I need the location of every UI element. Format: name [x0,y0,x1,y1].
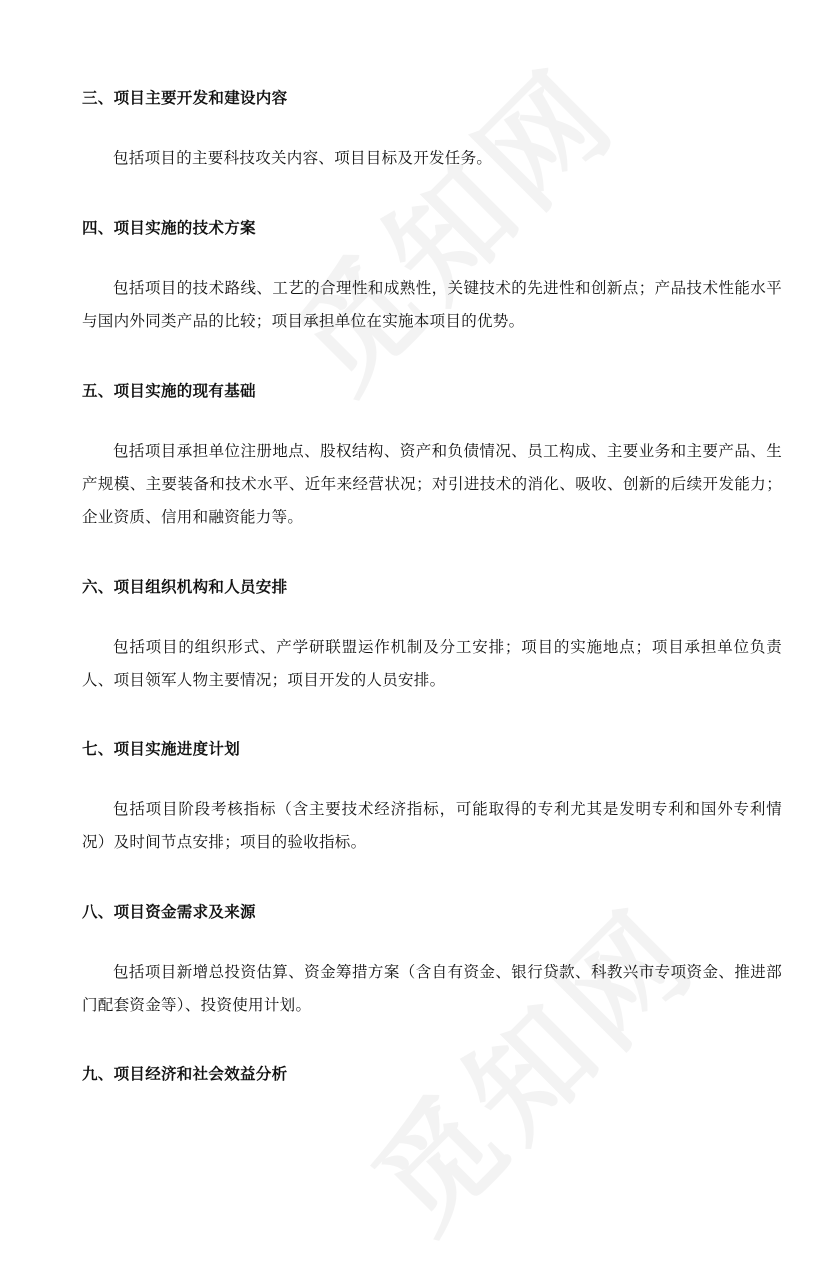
section-body: 包括项目阶段考核指标（含主要技术经济指标，可能取得的专利尤其是发明专利和国外专利情况）及时间节点安排；项目的验收指标。 [82,800,782,851]
watermark [330,864,727,1261]
section-heading: 六、项目组织机构和人员安排 [82,577,288,596]
section-heading: 七、项目实施进度计划 [82,739,241,758]
section-body: 包括项目新增总投资估算、资金筹措方案（含自有资金、银行贷款、科教兴市专项资金、推进部门配套资金等）、投资使用计划。 [82,963,782,1014]
section-body: 包括项目的主要科技攻关内容、项目目标及开发任务。 [113,149,493,167]
section-heading: 三、项目主要开发和建设内容 [82,88,288,107]
section-heading: 八、项目资金需求及来源 [82,902,256,921]
watermark [250,24,647,421]
section-body: 包括项目的技术路线、工艺的合理性和成熟性，关键技术的先进性和创新点；产品技术性能水平与国内外同类产品的比较；项目承担单位在实施本项目的优势。 [82,279,782,330]
section-body: 包括项目的组织形式、产学研联盟运作机制及分工安排；项目的实施地点；项目承担单位负责人、项目领军人物主要情况；项目开发的人员安排。 [82,638,782,689]
section-heading: 九、项目经济和社会效益分析 [82,1064,288,1083]
section-heading: 四、项目实施的技术方案 [82,218,256,237]
section-heading: 五、项目实施的现有基础 [82,381,256,400]
section-body: 包括项目承担单位注册地点、股权结构、资产和负债情况、员工构成、主要业务和主要产品、生产规模、主要装备和技术水平、近年来经营状况；对引进技术的消化、吸收、创新的后续开发能力；企业资质、信用和融资能力等。 [82,442,782,526]
